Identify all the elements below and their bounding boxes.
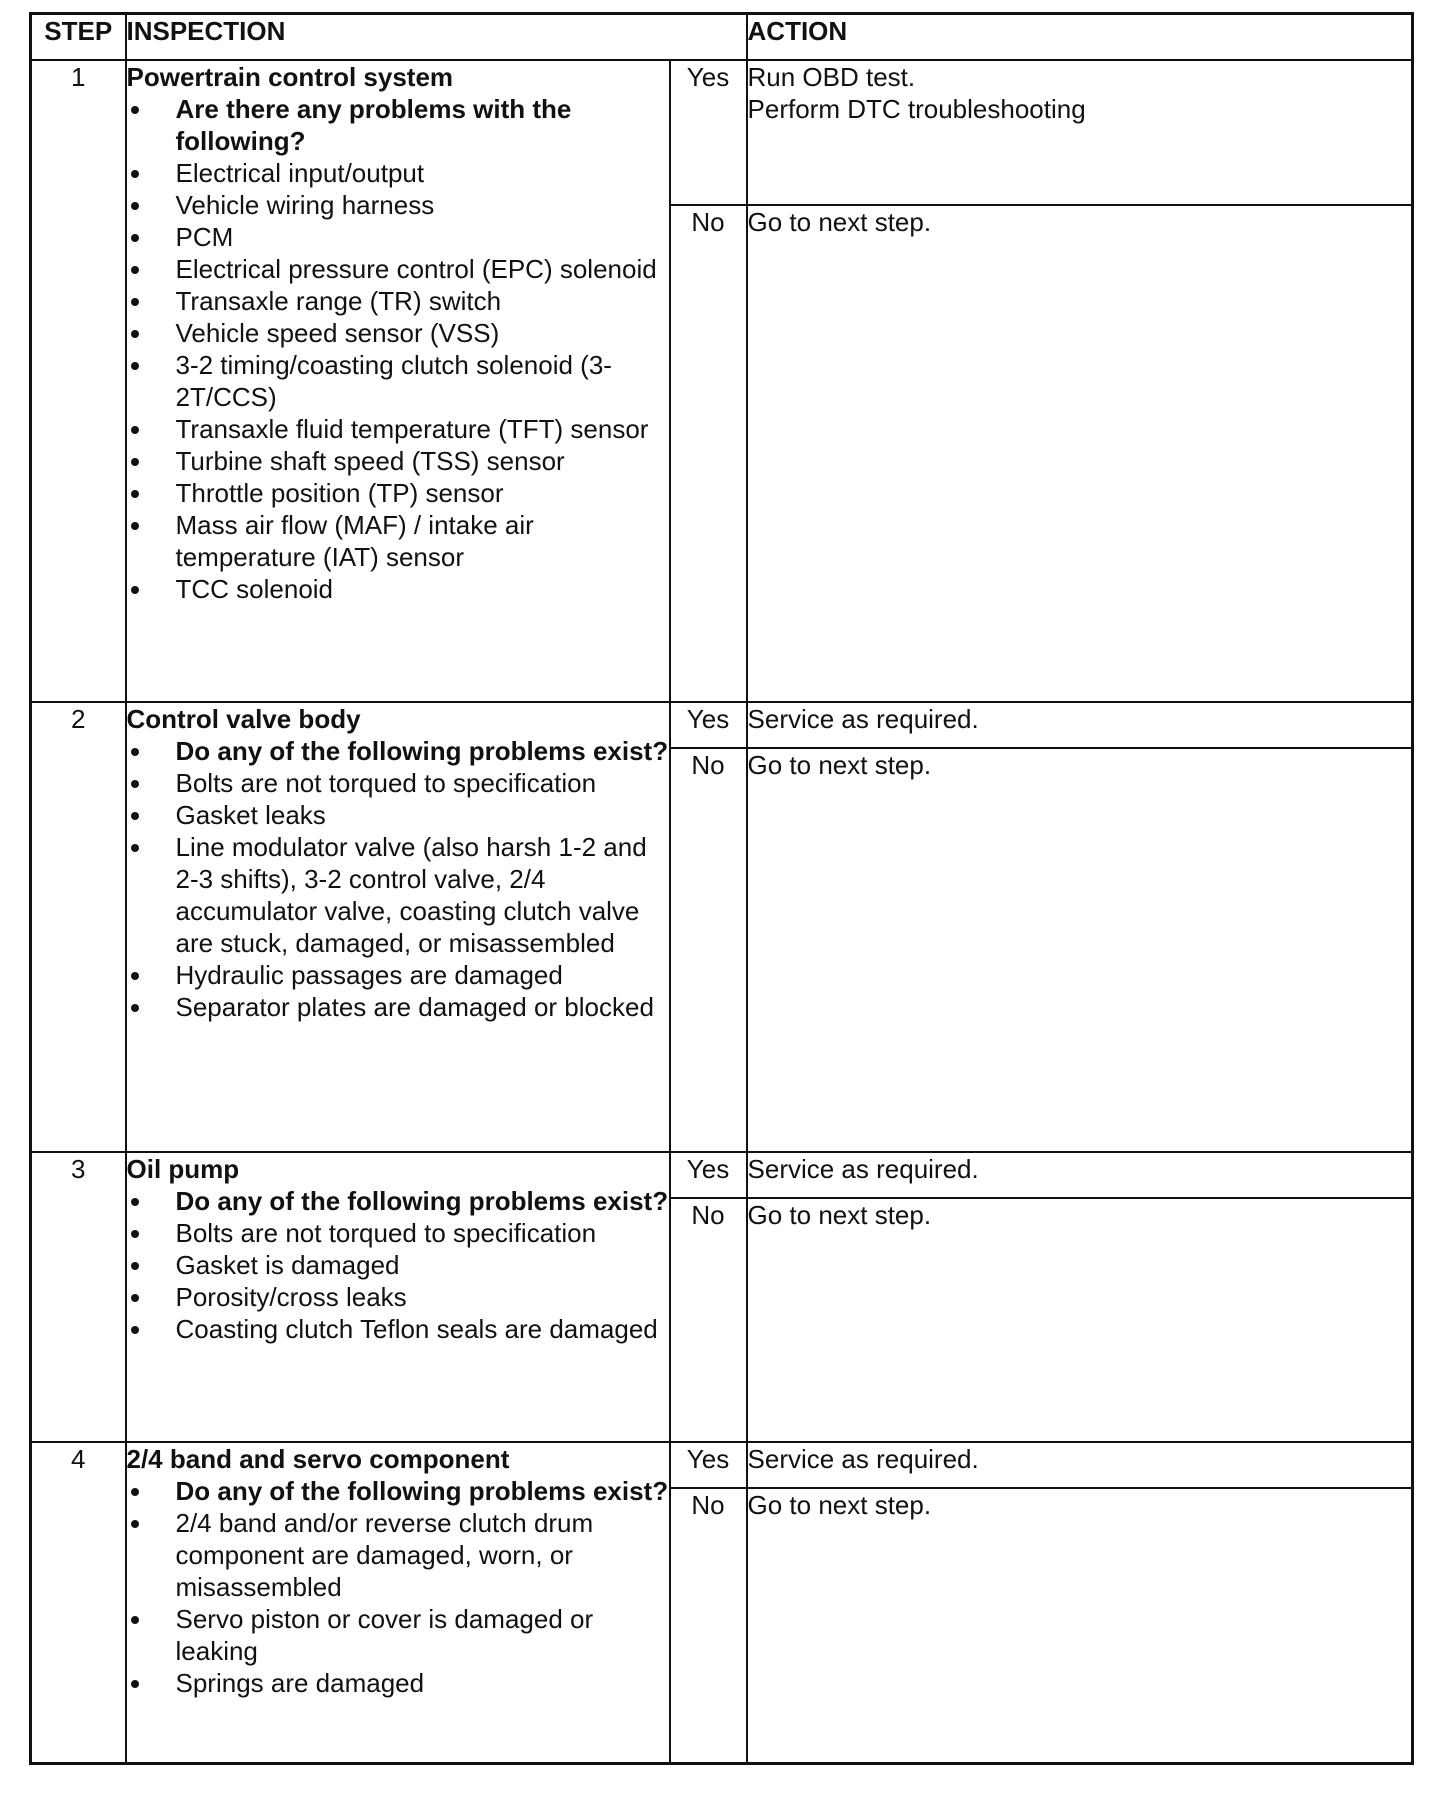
inspection-item: Mass air flow (MAF) / intake air temperature (IAT) sensor [127, 509, 669, 573]
yes-label: Yes [670, 1152, 747, 1198]
inspection-item: Separator plates are damaged or blocked [127, 991, 669, 1023]
step-number: 1 [31, 60, 126, 702]
inspection-item: Electrical pressure control (EPC) solenoid [127, 253, 669, 285]
no-label: No [670, 1198, 747, 1442]
inspection-item: PCM [127, 221, 669, 253]
step-row-1 [31, 60, 1413, 205]
yes-action-cell [747, 1442, 1413, 1488]
yes-action-cell [747, 702, 1413, 748]
inspection-title: Control valve body [126, 703, 361, 734]
inspection-list [127, 735, 669, 1023]
inspection-list [127, 1185, 669, 1345]
no-label: No [670, 205, 747, 702]
inspection-item: Gasket leaks [127, 799, 669, 831]
step-row-2 [31, 702, 1413, 748]
no-action-cell [747, 205, 1413, 702]
inspection-question: Do any of the following problems exist? [127, 735, 669, 767]
inspection-cell [126, 1442, 670, 1764]
inspection-item: Bolts are not torqued to specification [127, 1217, 669, 1249]
header-step: STEP [31, 14, 126, 60]
inspection-item: Transaxle range (TR) switch [127, 285, 669, 317]
inspection-title: 2/4 band and servo component [126, 1443, 510, 1474]
inspection-title: Powertrain control system [126, 61, 454, 92]
yes-label: Yes [670, 702, 747, 748]
step-number: 2 [31, 702, 126, 1152]
inspection-list [127, 1475, 669, 1699]
header-inspection: INSPECTION [126, 14, 747, 60]
yes-action-cell [747, 60, 1413, 205]
header-row [31, 14, 1413, 60]
inspection-item: Line modulator valve (also harsh 1-2 and 2-3 shifts), 3-2 control valve, 2/4 accumulator valve, coasting clutch valve are stuck, damaged, or misassembled [127, 831, 669, 959]
step-row-3 [31, 1152, 1413, 1198]
inspection-question: Do any of the following problems exist? [127, 1185, 669, 1217]
yes-action-text: Service as required. [747, 1443, 979, 1474]
no-action-cell [747, 1198, 1413, 1442]
yes-action-text: Service as required. [747, 703, 979, 734]
inspection-question: Are there any problems with the following? [127, 93, 669, 157]
no-action-cell [747, 748, 1413, 1152]
diagnosis-table [29, 12, 1414, 1765]
inspection-title: Oil pump [126, 1153, 240, 1184]
inspection-item: Porosity/cross leaks [127, 1281, 669, 1313]
inspection-item: Transaxle fluid temperature (TFT) sensor [127, 413, 669, 445]
yes-action-text: Perform DTC troubleshooting [747, 93, 1086, 124]
inspection-item: Throttle position (TP) sensor [127, 477, 669, 509]
inspection-item: Gasket is damaged [127, 1249, 669, 1281]
inspection-item: Bolts are not torqued to specification [127, 767, 669, 799]
inspection-item: Electrical input/output [127, 157, 669, 189]
yes-action-cell [747, 1152, 1413, 1198]
no-action-cell [747, 1488, 1413, 1764]
inspection-item: Servo piston or cover is damaged or leaking [127, 1603, 669, 1667]
step-row-4 [31, 1442, 1413, 1488]
no-action-text: Go to next step. [747, 1489, 932, 1520]
inspection-item: Coasting clutch Teflon seals are damaged [127, 1313, 669, 1345]
inspection-item: Turbine shaft speed (TSS) sensor [127, 445, 669, 477]
diagnosis-table-sheet [29, 12, 1411, 1765]
yes-action-text: Run OBD test. [747, 61, 916, 92]
header-action: ACTION [747, 14, 1413, 60]
inspection-item: 3-2 timing/coasting clutch solenoid (3-2T/CCS) [127, 349, 669, 413]
yes-label: Yes [670, 1442, 747, 1488]
inspection-item: 2/4 band and/or reverse clutch drum component are damaged, worn, or misassembled [127, 1507, 669, 1603]
yes-label: Yes [670, 60, 747, 205]
inspection-item: Vehicle speed sensor (VSS) [127, 317, 669, 349]
no-label: No [670, 1488, 747, 1764]
inspection-item: TCC solenoid [127, 573, 669, 605]
inspection-cell [126, 702, 670, 1152]
step-number: 4 [31, 1442, 126, 1764]
step-number: 3 [31, 1152, 126, 1442]
inspection-item: Springs are damaged [127, 1667, 669, 1699]
no-action-text: Go to next step. [747, 749, 932, 780]
yes-action-text: Service as required. [747, 1153, 979, 1184]
inspection-item: Vehicle wiring harness [127, 189, 669, 221]
no-action-text: Go to next step. [747, 1199, 932, 1230]
inspection-list [127, 93, 669, 605]
no-action-text: Go to next step. [747, 206, 932, 237]
inspection-cell [126, 1152, 670, 1442]
inspection-question: Do any of the following problems exist? [127, 1475, 669, 1507]
inspection-cell [126, 60, 670, 702]
no-label: No [670, 748, 747, 1152]
inspection-item: Hydraulic passages are damaged [127, 959, 669, 991]
